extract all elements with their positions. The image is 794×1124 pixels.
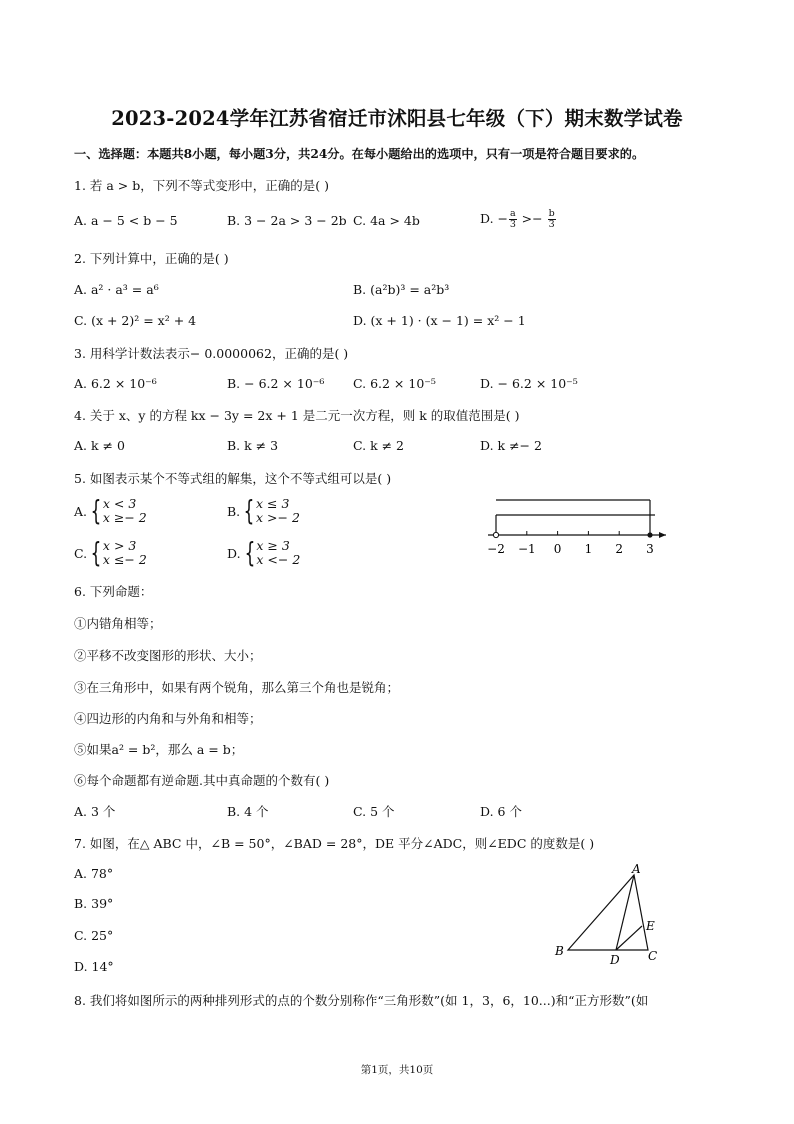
option-label: C. [74,545,88,561]
question-8-stem: 8. 我们将如图所示的两种排列形式的点的个数分别称作“三角形数”(如 1，3，6，10...)和“正方形数”(如 [74,993,649,1008]
option-label: B. [227,503,241,519]
inequality-line: x < 3 [102,496,137,511]
question-6-option-c: C. 5 个 [353,804,395,819]
question-7-option-d: D. 14° [74,959,114,974]
question-2-option-b: B. (a²b)³ = a²b³ [353,282,450,297]
page-footer: 第1页，共10页 [360,1064,434,1076]
triangle-figure [548,860,668,968]
question-2-option-a: A. a² · a³ = a⁶ [74,282,159,297]
brace-icon: { [244,536,255,569]
proposition-4: ④四边形的内角和与外角和相等； [74,711,262,726]
triangle-abc [568,875,648,950]
proposition-6: ⑥每个命题都有逆命题.其中真命题的个数有( ) [74,773,330,788]
number-line-figure [480,492,675,560]
question-4-option-a: A. k ≠ 0 [74,438,125,453]
question-6-option-b: B. 4 个 [227,804,269,819]
question-1-option-d [480,209,557,230]
inequality-line: x ≤ 3 [256,496,290,511]
number-line-tick-label: 2 [615,542,624,556]
inequality-line: x >− 2 [256,510,300,525]
question-6-option-a: A. 3 个 [74,804,116,819]
segment-ad [616,875,634,950]
fraction-denominator: 3 [548,219,555,230]
inequality-line: x ≥− 2 [102,510,147,525]
fraction-b-over-3 [548,209,556,230]
vertex-b-label: B [555,944,564,958]
question-4-option-c: C. k ≠ 2 [353,438,405,453]
number-line-tick-label: 3 [646,542,654,556]
question-5-option-b [227,494,300,527]
question-5-option-d [227,536,301,569]
option-d-prefix: D. − [480,211,508,226]
proposition-3: ③在三角形中，如果有两个锐角，那么第三个角也是锐角； [74,680,400,695]
brace-icon: { [90,494,102,527]
question-7-stem: 7. 如图，在△ ABC 中，∠B = 50°，∠BAD = 28°，DE 平分∠ADC，则∠EDC 的度数是( ) [74,836,595,851]
vertex-c-label: C [648,949,658,963]
question-3-option-c: C. 6.2 × 10⁻⁵ [353,376,436,391]
fraction-numerator: b [548,208,555,219]
question-3-option-b: B. − 6.2 × 10⁻⁶ [227,376,325,391]
proposition-2: ②平移不改变图形的形状、大小； [74,648,262,663]
question-6-stem: 6. 下列命题： [74,584,153,599]
brace-icon: { [90,536,102,569]
section-heading: 一、选择题：本题共8小题，每小题3分，共24分。在每小题给出的选项中，只有一项是符合题目要求的。 [74,147,645,161]
closed-endpoint-icon [647,532,652,537]
question-7-option-b: B. 39° [74,896,114,911]
number-line-tick-label: 0 [553,542,562,556]
inequality-line: x ≤− 2 [102,552,147,567]
question-2-option-d: D. (x + 1) · (x − 1) = x² − 1 [353,313,526,328]
number-line-tick-label: 1 [584,542,593,556]
inequality-line: x ≥ 3 [256,538,290,553]
question-2-stem: 2. 下列计算中，正确的是( ) [74,251,229,266]
open-endpoint-icon [493,532,498,537]
brace-icon: { [243,494,255,527]
fraction-denominator: 3 [509,219,516,230]
segment-de [616,926,642,950]
arrow-icon [659,532,666,538]
question-3-option-d: D. − 6.2 × 10⁻⁵ [480,376,578,391]
fraction-numerator: a [510,208,516,219]
proposition-1: ①内错角相等； [74,616,162,631]
number-line-tick-label: −1 [517,542,536,556]
question-1-stem: 1. 若 a > b，下列不等式变形中，正确的是( ) [74,178,329,193]
question-5-option-c [74,536,147,569]
question-6-option-d: D. 6 个 [480,804,522,819]
number-line-labels [487,542,654,556]
question-2-option-c: C. (x + 2)² = x² + 4 [74,313,197,328]
option-label: D. [227,545,241,561]
question-7-option-a: A. 78° [74,866,114,881]
question-1-option-c: C. 4a > 4b [353,213,420,228]
question-1-option-a: A. a − 5 < b − 5 [74,213,178,228]
option-d-middle: >− [517,211,547,226]
inequality-line: x <− 2 [256,552,301,567]
option-label: A. [74,503,88,519]
question-4-option-b: B. k ≠ 3 [227,438,279,453]
fraction-a-over-3 [509,209,517,230]
page-title: 2023-2024学年江苏省宿迁市沭阳县七年级（下）期末数学试卷 [111,107,683,130]
proposition-5: ⑤如果a² = b²，那么 a = b； [74,742,244,757]
question-4-option-d: D. k ≠− 2 [480,438,542,453]
question-7-option-c: C. 25° [74,928,114,943]
number-line-tick-label: −2 [487,542,505,556]
inequality-line: x > 3 [102,538,137,553]
point-d-label: D [610,953,620,967]
question-4-stem: 4. 关于 x、y 的方程 kx − 3y = 2x + 1 是二元一次方程，则 k 的取值范围是( ) [74,408,520,423]
question-3-option-a: A. 6.2 × 10⁻⁶ [74,376,157,391]
point-e-label: E [646,919,655,933]
vertex-a-label: A [632,862,641,876]
question-1-option-b: B. 3 − 2a > 3 − 2b [227,213,347,228]
question-5-stem: 5. 如图表示某个不等式组的解集，这个不等式组可以是( ) [74,471,392,486]
question-3-stem: 3. 用科学计数法表示− 0.0000062，正确的是( ) [74,346,349,361]
question-5-option-a [74,494,147,527]
